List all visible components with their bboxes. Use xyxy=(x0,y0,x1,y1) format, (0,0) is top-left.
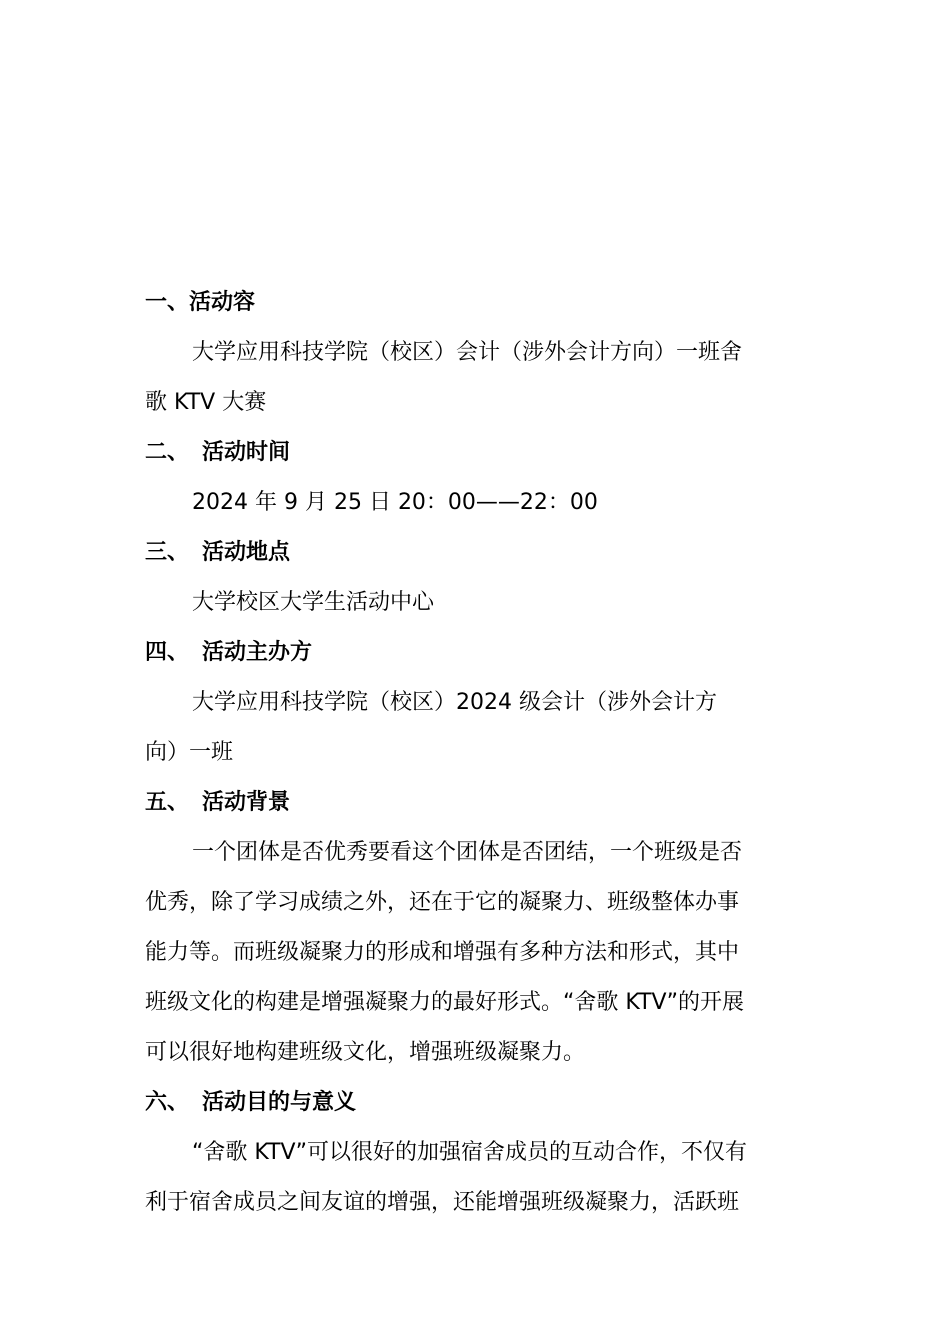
paragraph-line: 班级文化的构建是增强凝聚力的最好形式。“舍歌 KTV”的开展 xyxy=(145,990,744,1015)
section-paragraph xyxy=(145,478,810,528)
section-title: 活动主办方 xyxy=(202,640,313,665)
paragraph-line: 一个团体是否优秀要看这个团体是否团结，一个班级是否 xyxy=(192,840,743,865)
paragraph-line: 大学应用科技学院（校区）会计（涉外会计方向）一班舍 xyxy=(192,340,743,365)
section-number: 一、 xyxy=(145,290,190,315)
section-paragraph xyxy=(145,578,810,628)
section-heading-purpose xyxy=(145,1078,810,1128)
section-number: 五、 xyxy=(145,790,190,815)
paragraph-line: “舍歌 KTV”可以很好的加强宿舍成员的互动合作，不仅有 xyxy=(192,1140,747,1165)
section-title: 活动背景 xyxy=(202,790,291,815)
section-heading-time xyxy=(145,428,810,478)
section-title: 活动容 xyxy=(189,290,256,315)
paragraph-line: 向）一班 xyxy=(145,740,234,765)
paragraph-line: 大学应用科技学院（校区）2024 级会计（涉外会计方 xyxy=(192,690,717,715)
section-heading-organizer xyxy=(145,628,810,678)
paragraph-line: 歌 KTV 大赛 xyxy=(145,390,267,415)
section-paragraph xyxy=(145,328,810,428)
paragraph-line: 大学校区大学生活动中心 xyxy=(192,590,435,615)
section-heading-location xyxy=(145,528,810,578)
section-number: 三、 xyxy=(145,540,190,565)
section-title: 活动地点 xyxy=(202,540,291,565)
section-heading-background xyxy=(145,778,810,828)
section-number: 六、 xyxy=(145,1090,190,1115)
paragraph-line: 优秀，除了学习成绩之外，还在于它的凝聚力、班级整体办事 xyxy=(145,890,740,915)
section-paragraph xyxy=(145,828,810,1078)
paragraph-line: 能力等。而班级凝聚力的形成和增强有多种方法和形式，其中 xyxy=(145,940,740,965)
section-number: 二、 xyxy=(145,440,190,465)
section-title: 活动目的与意义 xyxy=(202,1090,357,1115)
paragraph-line: 2024 年 9 月 25 日 20：00——22：00 xyxy=(192,490,598,515)
paragraph-line: 可以很好地构建班级文化，增强班级凝聚力。 xyxy=(145,1040,586,1065)
section-number: 四、 xyxy=(145,640,190,665)
paragraph-line: 利于宿舍成员之间友谊的增强，还能增强班级凝聚力，活跃班 xyxy=(145,1190,740,1215)
section-heading-content xyxy=(145,278,810,328)
section-paragraph xyxy=(145,1128,810,1228)
document-body xyxy=(145,278,810,1228)
section-paragraph xyxy=(145,678,810,778)
section-title: 活动时间 xyxy=(202,440,291,465)
